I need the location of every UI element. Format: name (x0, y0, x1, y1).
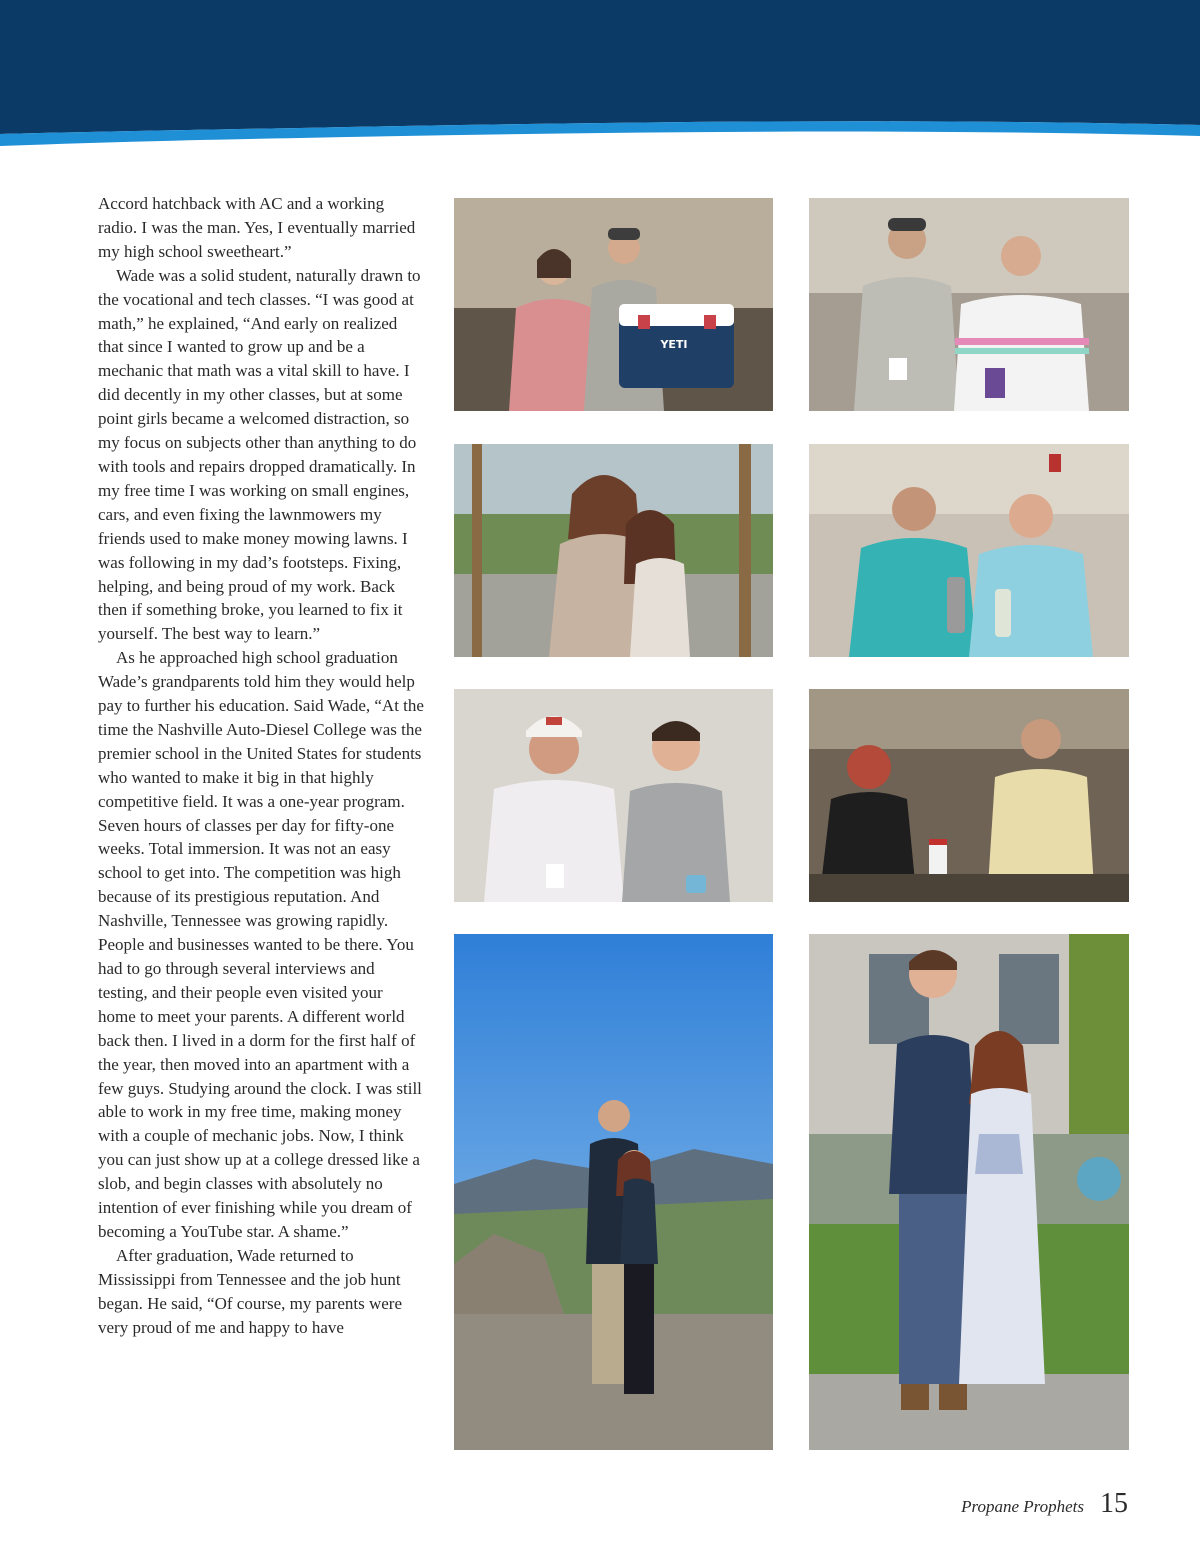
photo-couple-mountain (454, 934, 773, 1450)
photo-two-men-badges (809, 198, 1129, 411)
photo-couple-with-cooler (454, 198, 773, 411)
paragraph-1: Accord hatchback with AC and a working radio. I was the man. Yes, I eventually married my high school sweetheart.” (98, 194, 416, 261)
paragraph-2: Wade was a solid student, naturally drawn to the vocational and tech classes. “I was good at math,” he explained, “And early on realized that since I wanted to grow up and be a mechanic that math was a vital skill to have. I did decently in my other classes, but at some point girls became a welcomed distraction, so my focus on subjects other than anything to do with tools and repairs dropped dramatically. In my free time I was working on small engines, cars, and even fixing the lawnmowers my friends used to make money mowing lawns. I was following in my dad’s footsteps. Fixing, helping, and being proud of my work. Back then if something broke, you learned to fix it yourself. The best way to learn.” (98, 265, 421, 644)
photo-two-men-tumblers (809, 444, 1129, 657)
paragraph-3: As he approached high school graduation Wade’s grandparents told him they would help pay to further his education. Said Wade, “At the time the Nashville Auto-Diesel College was the premier school in the United States for students who wanted to make it big in that highly competitive field. It was a one-year program. Seven hours of classes per day for fifty-one weeks. Total immersion. It was not an easy school to get into. The competition was high because of its prestigious reputation. And Nashville, Tennessee was growing rapidly. People and businesses wanted to be there. You had to go through several interviews and testing, and their people even visited your home to meet your parents. A different world back then. I lived in a dorm for the first half of the year, then moved into an apartment with a few guys. Studying around the clock. I was still able to work in my free time, making money with a couple of mechanic jobs. Now, I think you can just show up at a college dressed like a slob, and begin classes with absolutely no intention of ever finishing while you dream of becoming a YouTube star. A shame.” (98, 648, 424, 1241)
publication-name: Propane Prophets (961, 1497, 1084, 1516)
photo-event-room (809, 689, 1129, 902)
page-footer (961, 1488, 1128, 1520)
header-banner (0, 0, 1200, 150)
cooler-label: YETI (660, 338, 688, 351)
paragraph-4: After graduation, Wade returned to Mississippi from Tennessee and the job hunt began. He said, “Of course, my parents were very proud of me and happy to have (98, 1245, 402, 1337)
page-number: 15 (1100, 1488, 1128, 1519)
photo-two-women-outdoor (454, 444, 773, 657)
photo-two-men-cap (454, 689, 773, 902)
photo-couple-outside-building (809, 934, 1129, 1450)
article-text (98, 192, 424, 1340)
